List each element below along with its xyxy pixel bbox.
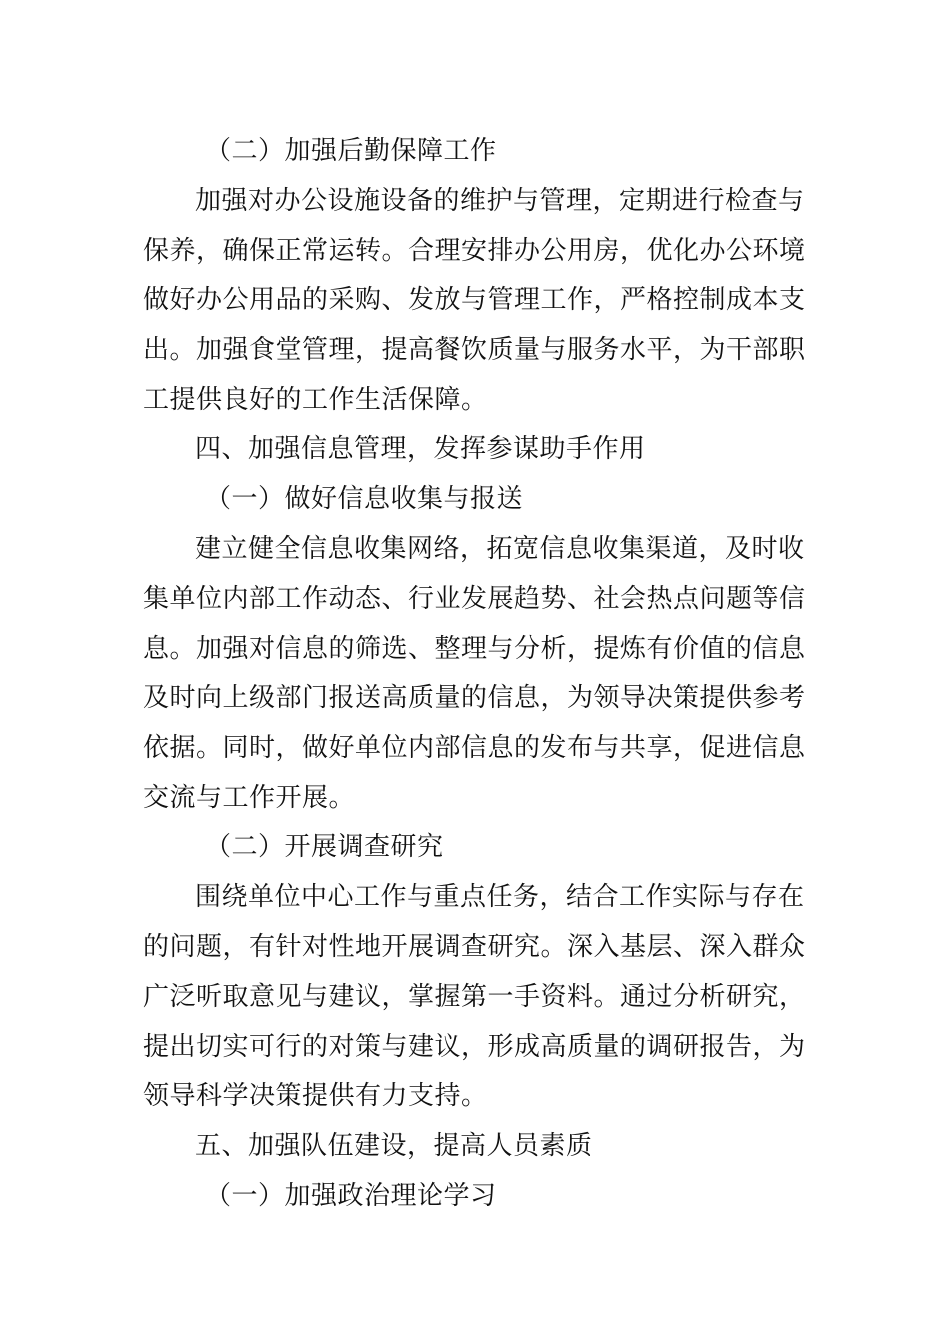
paragraph-line: 加强对办公设施设备的维护与管理，定期进行检查与 bbox=[195, 186, 805, 216]
paragraph-line: 保养，确保正常运转。合理安排办公用房，优化办公环境 bbox=[143, 236, 806, 266]
paragraph-line: 广泛听取意见与建议，掌握第一手资料。通过分析研究， bbox=[143, 982, 806, 1012]
subheading-info-collection: （一）做好信息收集与报送 bbox=[205, 484, 524, 514]
paragraph-line: 围绕单位中心工作与重点任务，结合工作实际与存在 bbox=[195, 882, 805, 912]
subheading-logistics: （二）加强后勤保障工作 bbox=[205, 136, 497, 166]
paragraph-line: 的问题，有针对性地开展调查研究。深入基层、深入群众 bbox=[143, 932, 806, 962]
paragraph-line: 工提供良好的工作生活保障。 bbox=[143, 385, 488, 415]
section-heading-team: 五、加强队伍建设，提高人员素质 bbox=[195, 1131, 593, 1161]
section-heading-info: 四、加强信息管理，发挥参谋助手作用 bbox=[195, 434, 646, 464]
paragraph-line: 提出切实可行的对策与建议，形成高质量的调研报告，为 bbox=[143, 1032, 806, 1062]
paragraph-line: 领导科学决策提供有力支持。 bbox=[143, 1081, 488, 1111]
paragraph-line: 做好办公用品的采购、发放与管理工作，严格控制成本支 bbox=[143, 285, 806, 315]
subheading-research: （二）开展调查研究 bbox=[205, 832, 444, 862]
paragraph-line: 集单位内部工作动态、行业发展趋势、社会热点问题等信 bbox=[143, 584, 806, 614]
paragraph-line: 及时向上级部门报送高质量的信息，为领导决策提供参考 bbox=[143, 683, 806, 713]
paragraph-line: 出。加强食堂管理，提高餐饮质量与服务水平，为干部职 bbox=[143, 335, 806, 365]
paragraph-line: 息。加强对信息的筛选、整理与分析，提炼有价值的信息 bbox=[143, 634, 806, 664]
paragraph-line: 交流与工作开展。 bbox=[143, 783, 356, 813]
paragraph-line: 依据。同时，做好单位内部信息的发布与共享，促进信息 bbox=[143, 733, 806, 763]
subheading-political-study: （一）加强政治理论学习 bbox=[205, 1181, 497, 1211]
paragraph-line: 建立健全信息收集网络，拓宽信息收集渠道，及时收 bbox=[195, 534, 805, 564]
